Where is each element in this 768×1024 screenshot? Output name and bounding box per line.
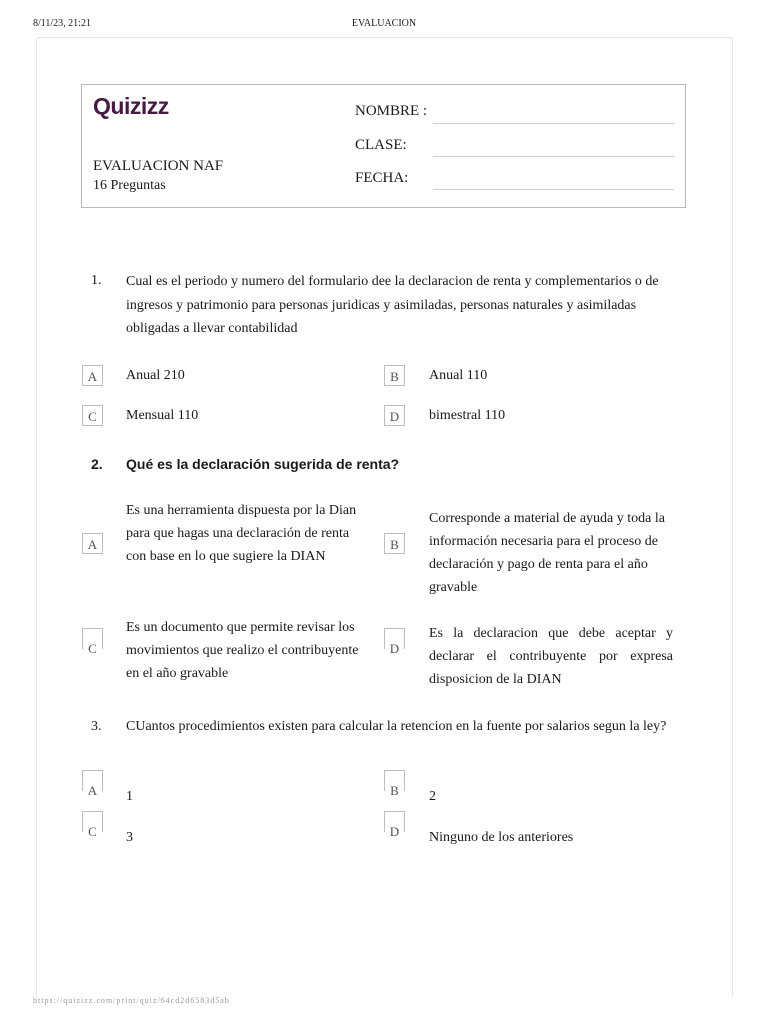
question-3-number: 3. — [91, 719, 102, 734]
q1-option-d-text[interactable]: bimestral 110 — [429, 408, 506, 423]
question-2-number: 2. — [91, 456, 103, 472]
q2-option-c-box[interactable] — [82, 628, 103, 656]
quiz-header-box — [81, 84, 686, 208]
q3-option-d-letter: D — [385, 825, 404, 838]
question-1-number: 1. — [91, 273, 102, 288]
q2-option-d-letter: D — [385, 642, 404, 655]
q1-option-a-text[interactable]: Anual 210 — [126, 368, 185, 383]
q2-option-d-text[interactable]: Es la declaracion que debe aceptar y declarar el contribuyente por expresa disposicion de la DIAN — [429, 626, 673, 687]
quizizz-logo: Quizizz — [93, 93, 169, 119]
class-label: CLASE: — [355, 137, 407, 153]
date-label: FECHA: — [355, 170, 409, 186]
q2-option-b-text[interactable]: Corresponde a material de ayuda y toda la información necesaria para el proceso de declaración y pago de renta para el año gravable — [429, 511, 665, 595]
name-field[interactable] — [433, 123, 674, 124]
q3-option-b-box[interactable] — [384, 770, 405, 798]
q1-option-c-text[interactable]: Mensual 110 — [126, 408, 199, 423]
print-header — [0, 18, 768, 32]
q2-option-a-text[interactable]: Es una herramienta dispuesta por la Dian para que hagas una declaración de renta con base en lo que sugiere la DIAN — [126, 503, 357, 564]
question-count: 16 Preguntas — [93, 178, 166, 193]
quiz-title: EVALUACION NAF — [93, 158, 224, 174]
q1-option-b-box[interactable]: B — [384, 365, 405, 386]
q1-option-b-text[interactable]: Anual 110 — [429, 368, 488, 383]
q3-option-d-text[interactable]: Ninguno de los anteriores — [429, 830, 574, 845]
print-title: EVALUACION — [351, 18, 417, 29]
name-label: NOMBRE : — [355, 103, 428, 119]
q3-option-a-text[interactable]: 1 — [126, 789, 133, 804]
q3-option-c-box[interactable] — [82, 811, 103, 839]
q2-option-c-text[interactable]: Es un documento que permite revisar los movimientos que realizo el contribuyente en el año gravable — [126, 620, 359, 681]
q3-option-a-box[interactable] — [82, 770, 103, 798]
q1-option-a-box[interactable]: A — [82, 365, 103, 386]
class-field[interactable] — [433, 156, 674, 157]
q3-option-b-letter: B — [385, 784, 404, 797]
q2-option-a-box[interactable]: A — [82, 533, 103, 554]
q3-option-a-letter: A — [83, 784, 102, 797]
q1-option-d-box[interactable]: D — [384, 405, 405, 426]
q3-option-b-text[interactable]: 2 — [429, 789, 436, 804]
date-field[interactable] — [433, 189, 674, 190]
question-2-text: Qué es la declaración sugerida de renta? — [126, 456, 400, 472]
q2-option-b-box[interactable]: B — [384, 533, 405, 554]
q2-option-c-letter: C — [83, 642, 102, 655]
q3-option-d-box[interactable] — [384, 811, 405, 839]
question-1-text: Cual es el periodo y numero del formulario dee la declaracion de renta y complementarios o de ingresos y patrimonio para personas juridicas y asimiladas, personas naturales y asimiladas obligadas a llevar contabilidad — [126, 274, 659, 336]
q1-option-c-box[interactable]: C — [82, 405, 103, 426]
q2-option-d-box[interactable] — [384, 628, 405, 656]
print-footer-url: https://quizizz.com/print/quiz/64cd2d6583d5ab — [33, 996, 230, 1005]
q3-option-c-text[interactable]: 3 — [126, 830, 133, 845]
q3-option-c-letter: C — [83, 825, 102, 838]
print-date: 8/11/23, 21:21 — [33, 18, 91, 29]
question-3-text: CUantos procedimientos existen para calcular la retencion en la fuente por salarios segun la ley? — [126, 719, 667, 734]
